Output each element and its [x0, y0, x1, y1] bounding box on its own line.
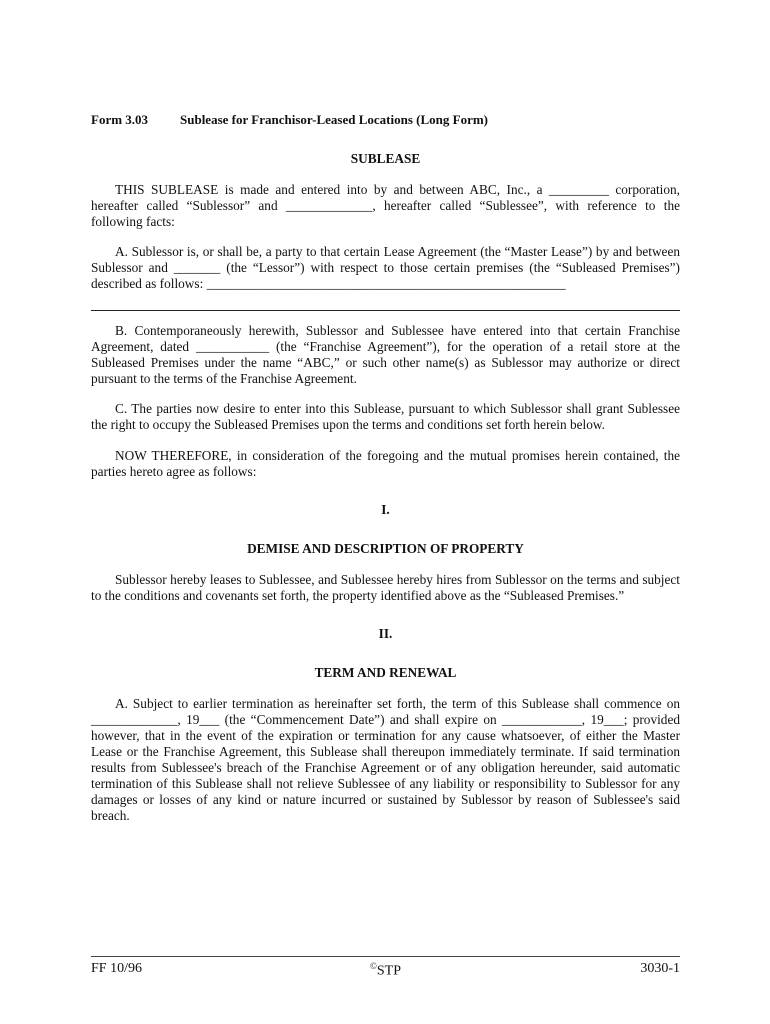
footer-copyright: [91, 961, 680, 980]
section-2-number: II.: [378, 626, 393, 641]
section-2-heading: TERM AND RENEWAL: [314, 665, 457, 680]
footer-publisher: STP: [376, 963, 401, 979]
section-1-number: I.: [381, 502, 390, 517]
footer-divider: [91, 956, 680, 957]
copyright-mark: ©: [370, 961, 377, 971]
paragraph-c: C. The parties now desire to enter into this Sublease, pursuant to which Sublessor shall grant Sublessee the right to occupy the Subleased Premises upon the terms and conditions set forth herein below.: [91, 401, 680, 432]
section-2-body: A. Subject to earlier termination as hereinafter set forth, the term of this Sublease shall commence on _____________, 19___ (the “Commencement Date”) and shall expire on ____________, 19___; provided however, that in the event of the expiration or termination for any cause whatsoever, of either the Master Lease or the Franchise Agreement, this Sublease shall thereupon immediately terminate. If said termination results from Sublessee's breach of the Franchise Agreement or of any obligation hereunder, said automatic termination of this Sublease shall not relieve Sublessee of any liability or responsibility to Sublessor for any damages or losses of any kind or nature incurred or sustained by Sublessor by reason of Sublessee's said breach.: [91, 696, 680, 823]
description-blank-line: [91, 310, 680, 311]
page-footer: [91, 961, 680, 981]
paragraph-a: A. Sublessor is, or shall be, a party to that certain Lease Agreement (the “Master Lease”) by and between Sublessor and _______ (the “Lessor”) with respect to those certain premises (the “Subleased Premises”) described as follows: ______________________________________________________: [91, 244, 680, 291]
section-1-body: Sublessor hereby leases to Sublessee, and Sublessee hereby hires from Sublessor on the terms and subject to the conditions and covenants set forth, the property identified above as the “Subleased Premises.”: [91, 572, 680, 603]
paragraph-b: B. Contemporaneously herewith, Sublessor and Sublessee have entered into that certain Franchise Agreement, dated ___________ (the “Franchise Agreement”), for the operation of a retail store at the Subleased Premises under the name “ABC,” or such other name(s) as Sublessor may authorize or direct pursuant to the terms of the Franchise Agreement.: [91, 323, 680, 386]
section-1-heading: DEMISE AND DESCRIPTION OF PROPERTY: [247, 541, 524, 556]
paragraph-now-therefore: NOW THEREFORE, in consideration of the foregoing and the mutual promises herein contained, the parties hereto agree as follows:: [91, 448, 680, 479]
form-title: Sublease for Franchisor-Leased Locations (Long Form): [180, 112, 489, 127]
intro-paragraph: THIS SUBLEASE is made and entered into by and between ABC, Inc., a _________ corporation, hereafter called “Sublessor” and _____________, hereafter called “Sublessee”, with reference to the following facts:: [91, 182, 680, 229]
form-header: [91, 112, 680, 128]
footer-form-date: FF 10/96: [91, 961, 142, 976]
form-number: Form 3.03: [91, 112, 149, 127]
document-title: SUBLEASE: [350, 151, 421, 166]
footer-page-number: 3030-1: [640, 961, 680, 976]
